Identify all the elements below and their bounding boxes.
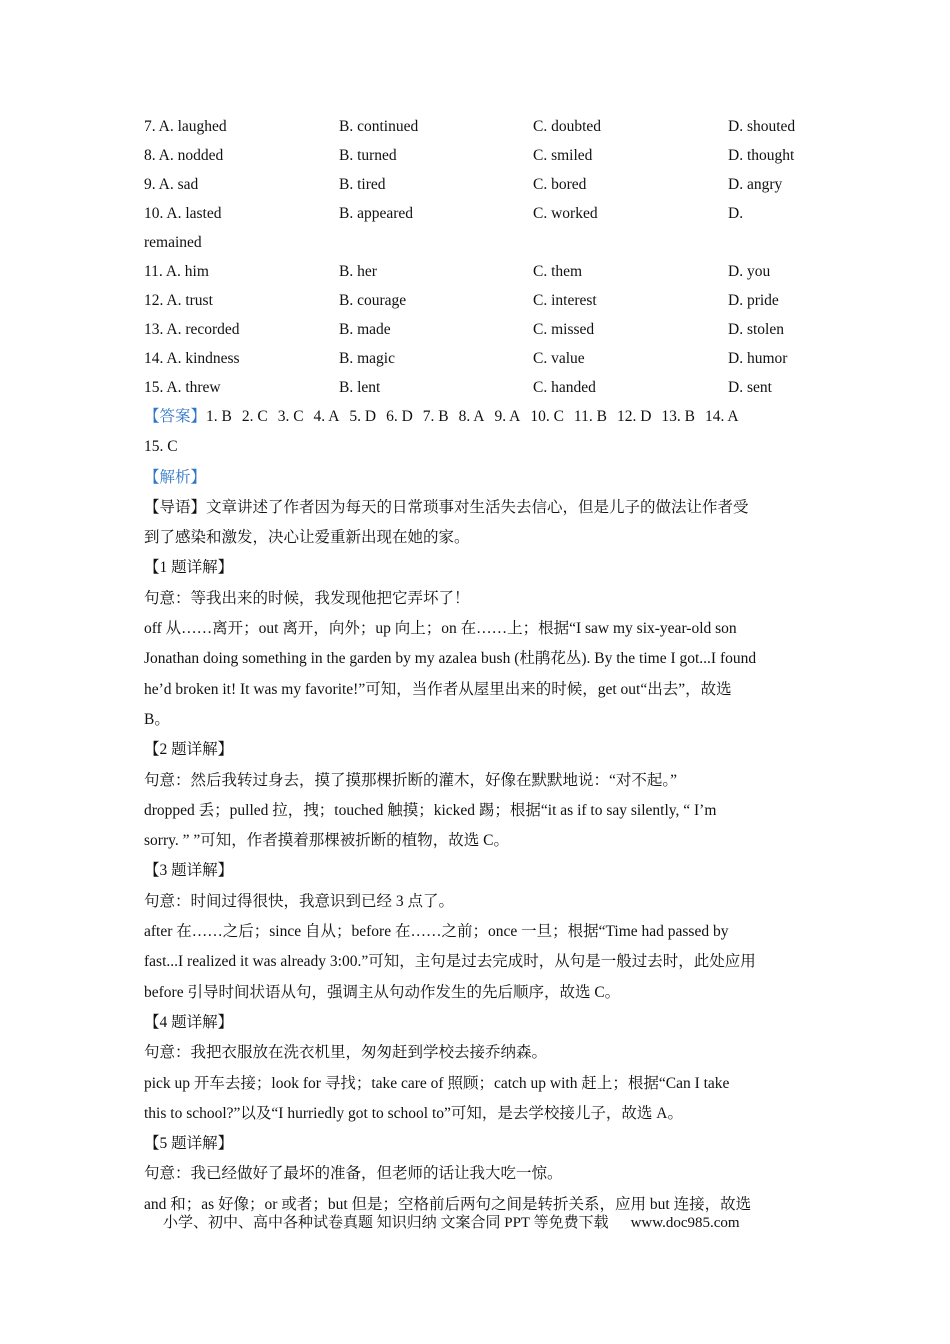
answer-list	[206, 408, 749, 425]
answer-item: 6. D	[386, 408, 413, 425]
answer-label: 【答案】	[144, 408, 207, 425]
answer-item: 9. A	[494, 408, 521, 425]
body-line: after 在……之后；since 自从；before 在……之前；once 一旦；根据“Time had passed by	[144, 923, 729, 941]
answer-item: 3. C	[277, 408, 304, 425]
option-a: 15. A. threw	[144, 379, 221, 396]
body-line: 【2 题详解】	[144, 741, 234, 759]
option-a: 11. A. him	[144, 263, 209, 280]
option-d: D. thought	[728, 147, 795, 164]
option-a: 8. A. nodded	[144, 147, 224, 164]
answer-item: 12. D	[616, 408, 652, 425]
option-row	[144, 286, 812, 315]
body-line: 句意：我已经做好了最坏的准备，但老师的话让我大吃一惊。	[144, 1165, 563, 1183]
option-b: B. her	[339, 263, 377, 280]
option-c: C. doubted	[533, 118, 602, 135]
option-c: C. handed	[533, 379, 596, 396]
option-b: B. magic	[339, 350, 395, 367]
answer-line-2: 15. C	[144, 438, 178, 456]
option-row	[144, 257, 812, 286]
option-b	[339, 228, 533, 257]
option-c	[533, 228, 728, 257]
body-line: 句意：等我出来的时候，我发现他把它弄坏了！	[144, 589, 470, 607]
answer-item: 4. A	[313, 408, 340, 425]
body-line: pick up 开车去接；look for 寻找；take care of 照顾；catch up with 赶上；根据“Can I take	[144, 1074, 730, 1092]
option-c: C. them	[533, 263, 583, 280]
answer-item: 8. A	[458, 408, 485, 425]
option-row	[144, 344, 812, 373]
option-c: C. bored	[533, 176, 587, 193]
answer-item: 2. C	[241, 408, 268, 425]
body-line: 【1 题详解】	[144, 559, 234, 577]
option-d	[728, 228, 812, 257]
option-b: B. lent	[339, 379, 381, 396]
option-row	[144, 141, 812, 170]
body-line: 【3 题详解】	[144, 862, 234, 880]
analysis-body	[144, 493, 812, 1220]
body-line: this to school?”以及“I hurriedly got to school to”可知，是去学校接儿子，故选 A。	[144, 1104, 683, 1122]
option-row	[144, 199, 812, 228]
body-line: he’d broken it! It was my favorite!”可知，当作者从屋里出来的时候，get out“出去”，故选	[144, 680, 732, 698]
body-line: and 和；as 好像；or 或者；but 但是；空格前后两句之间是转折关系，应用 but 连接，故选	[144, 1195, 752, 1213]
footer-site: www.doc985.com	[630, 1215, 740, 1231]
option-d: D. sent	[728, 379, 772, 396]
body-line: off 从……离开；out 离开，向外；up 向上；on 在……上；根据“I saw my six-year-old son	[144, 620, 737, 638]
option-c: C. missed	[533, 321, 595, 338]
option-a: 10. A. lasted	[144, 205, 222, 222]
body-line: 【5 题详解】	[144, 1135, 234, 1153]
body-line: 句意：时间过得很快，我意识到已经 3 点了。	[144, 892, 455, 910]
option-c: C. smiled	[533, 147, 593, 164]
answer-line	[144, 402, 812, 432]
body-line: before 引导时间状语从句，强调主从句动作发生的先后顺序，故选 C。	[144, 983, 621, 1001]
footer-text: 小学、初中、高中各种试卷真题 知识归纳 文案合同 PPT 等免费下载	[163, 1215, 609, 1231]
body-line: dropped 丢；pulled 拉，拽；touched 触摸；kicked 踢；根据“it as if to say silently, “ I’m	[144, 801, 717, 819]
option-b: B. courage	[339, 292, 407, 309]
body-line: 【导语】文章讲述了作者因为每天的日常琐事对生活失去信心，但是儿子的做法让作者受	[144, 498, 749, 516]
answer-item: 7. B	[422, 408, 449, 425]
document-page	[144, 112, 812, 1220]
option-a: 14. A. kindness	[144, 350, 240, 367]
option-row	[144, 112, 812, 141]
analysis-label: 【解析】	[144, 468, 207, 486]
option-d: D. stolen	[728, 321, 784, 338]
option-a: 9. A. sad	[144, 176, 199, 193]
option-b: B. made	[339, 321, 391, 338]
body-line: 到了感染和激发，决心让爱重新出现在她的家。	[144, 529, 470, 547]
options-table	[144, 112, 812, 402]
option-d: D. pride	[728, 292, 779, 309]
option-b: B. turned	[339, 147, 397, 164]
option-a: 12. A. trust	[144, 292, 213, 309]
option-c: C. worked	[533, 205, 598, 222]
body-line: fast...I realized it was already 3:00.”可知，主句是过去完成时，从句是一般过去时，此处应用	[144, 953, 756, 971]
page-footer	[163, 1212, 740, 1234]
answer-item: 5. D	[349, 408, 377, 425]
body-line: B。	[144, 710, 170, 728]
option-c: C. value	[533, 350, 585, 367]
option-b: B. tired	[339, 176, 386, 193]
answer-item: 11. B	[573, 408, 607, 425]
option-a: 7. A. laughed	[144, 118, 227, 135]
option-b: B. appeared	[339, 205, 414, 222]
answer-item: 13. B	[661, 408, 695, 425]
body-line: 句意：我把衣服放在洗衣机里，匆匆赶到学校去接乔纳森。	[144, 1044, 548, 1062]
option-a: remained	[144, 234, 202, 251]
body-line: 句意：然后我转过身去，摸了摸那棵折断的灌木，好像在默默地说：“对不起。”	[144, 771, 678, 789]
answer-item: 14. A	[704, 408, 739, 425]
answer-item: 10. C	[530, 408, 564, 425]
option-d: D. shouted	[728, 118, 796, 135]
option-row	[144, 315, 812, 344]
option-d: D. humor	[728, 350, 788, 367]
option-d: D. you	[728, 263, 771, 280]
body-line: sorry. ” ”可知，作者摸着那棵被折断的植物，故选 C。	[144, 832, 509, 850]
option-d: D.	[728, 205, 744, 222]
option-row	[144, 170, 812, 199]
option-a: 13. A. recorded	[144, 321, 240, 338]
option-row	[144, 373, 812, 402]
option-row	[144, 228, 812, 257]
option-b: B. continued	[339, 118, 419, 135]
body-line: 【4 题详解】	[144, 1013, 234, 1031]
answer-item: 1. B	[206, 408, 232, 425]
option-d: D. angry	[728, 176, 783, 193]
body-line: Jonathan doing something in the garden by my azalea bush (杜鹃花丛). By the time I got...I found	[144, 650, 757, 668]
option-c: C. interest	[533, 292, 597, 309]
